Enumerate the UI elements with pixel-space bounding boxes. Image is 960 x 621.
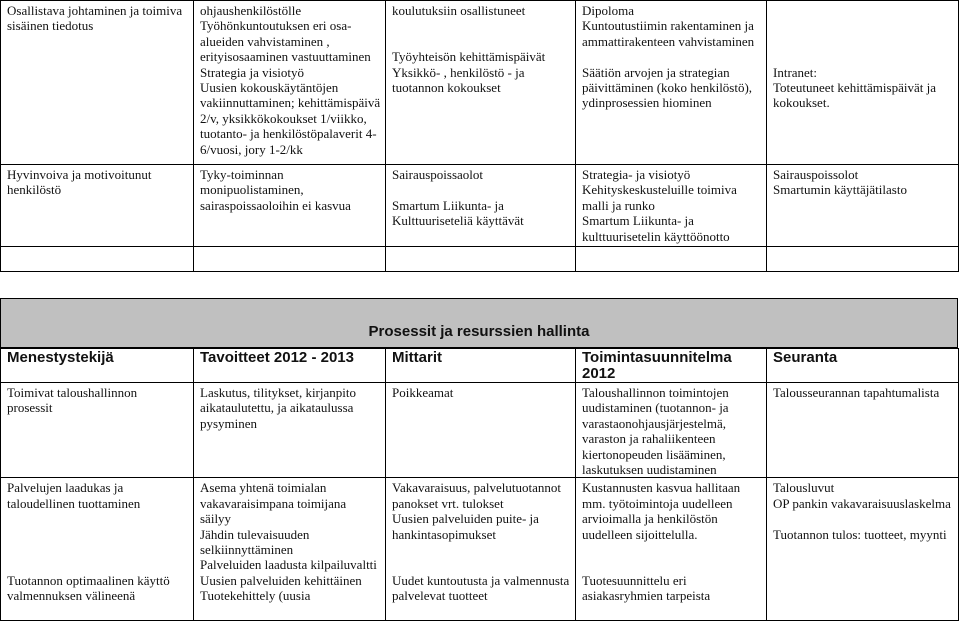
table-cell [1,383,194,478]
cell-text [582,557,762,572]
cell-text: asiakasryhmien tarpeista [582,588,711,604]
table-row [1,247,959,272]
cell-text: henkilöstö [7,182,62,198]
table-cell [576,478,767,621]
cell-text: Tuotesuunnittelu eri [582,572,687,588]
table-cell [194,478,386,621]
table-row [1,383,959,478]
table-cell [767,247,959,272]
cell-text [7,542,189,557]
column-header: Seuranta [767,349,959,383]
table-cell [386,478,576,621]
cell-text: Tuotekehittely (uusia [200,588,311,604]
cell-text: Kustannusten kasvua hallitaan [582,480,741,496]
cell-text: selkiinnyttäminen [200,542,294,558]
cell-text: Jähdin tulevaisuuden [200,526,310,542]
cell-text: Strategia ja visiotyö [200,64,304,80]
cell-text: päivittäminen (koko henkilöstö), [582,80,753,96]
table-cell [1,247,194,272]
table-row [1,478,959,621]
table-cell [386,247,576,272]
cell-text: taloudellinen tuottaminen [7,495,141,511]
cell-text: Vakavaraisuus, palvelutuotannot [392,480,561,496]
cell-text: Tyky-toiminnan [200,167,284,182]
cell-text: Kehityskeskusteluille toimiva [582,182,737,198]
cell-text: Talousseurannan tapahtumalista [773,385,940,400]
cell-text [582,542,762,557]
cell-text: Sairauspoissaolot [392,167,483,182]
cell-text: Smartum Liikunta- ja [392,197,504,213]
table-cell [386,383,576,478]
table-cell [576,247,767,272]
cell-text: Laskutus, tilitykset, kirjanpito [200,385,356,400]
cell-text: Uusien palveluiden puite- ja [392,511,539,527]
cell-text [773,3,954,18]
header-row [1,349,959,383]
cell-text [392,542,571,557]
cell-text: Kulttuuriseteliä käyttävät [392,213,524,229]
table-cell [767,478,959,621]
cell-text: ydinprosessien hiominen [582,95,712,111]
table-cell [576,383,767,478]
cell-text [773,511,954,526]
cell-text: arvioimalla ja henkilöstön [582,511,718,527]
cell-text: Dipoloma [582,3,634,18]
table-row [1,1,959,165]
cell-text: sairaspoissaoloihin ei kasvua [200,197,351,213]
section-title: Prosessit ja resurssien hallinta [368,323,590,340]
cell-text: Taloushallinnon toimintojen [582,385,729,400]
cell-text: Asema yhtenä toimialan [200,480,327,496]
section-banner [0,298,958,348]
cell-text: Osallistava johtaminen ja toimiva [7,3,183,18]
cell-text [7,511,189,526]
cell-text: sisäinen tiedotus [7,18,94,34]
cell-text: 2/v, yksikkökokoukset 1/viikko, [200,110,367,126]
cell-text: koulutuksiin osallistuneet [392,3,526,18]
cell-text [392,182,571,197]
table-cell [767,1,959,165]
cell-text [7,557,189,572]
cell-text: tuotannon kokoukset [392,80,501,95]
cell-text: Poikkeamat [392,385,454,400]
cell-text: valmennuksen välineenä [7,588,136,604]
cell-text: laskutuksen uudistaminen [582,462,717,478]
cell-text: prosessit [7,400,53,416]
cell-text [7,527,189,542]
table-row [1,165,959,247]
table-cell [194,165,386,247]
goals-table-top [0,0,959,272]
cell-text: Palveluiden laadusta kilpailuvaltti [200,557,377,573]
table-cell [1,165,194,247]
cell-text: Intranet: [773,64,818,80]
cell-text [392,34,571,49]
table-cell [1,478,194,621]
column-header: Mittarit [386,349,576,383]
table-cell [386,1,576,165]
table-cell [194,1,386,165]
process-table [0,348,959,621]
cell-text: Uusien kokouskäytäntöjen [200,80,339,96]
cell-text: Toteutuneet kehittämispäivät ja [773,79,936,95]
cell-text: Hyvinvoiva ja motivoitunut [7,167,152,182]
cell-text: Strategia- ja visiotyö [582,167,691,182]
cell-text: erityisosaaminen vastuuttaminen [200,49,371,65]
cell-text: varaston ja rahaliikenteen [582,431,716,447]
table-cell [194,247,386,272]
cell-text: Smartum Liikunta- ja [582,213,694,229]
column-header: Tavoitteet 2012 - 2013 [194,349,386,383]
cell-text: 6/vuosi, jory 1-2/kk [200,141,303,157]
table-cell [576,1,767,165]
cell-text: Työhönkuntoutuksen eri osa- [200,18,352,34]
table-cell [1,1,194,165]
table-cell [194,383,386,478]
cell-text: alueiden vahvistaminen , [200,33,330,49]
table-cell [767,165,959,247]
cell-text: Talousluvut [773,480,835,496]
cell-text: Uusien palveluiden kehittäinen [200,572,362,588]
column-header: Menestystekijä [1,349,194,383]
cell-text [773,18,954,33]
cell-text: malli ja runko [582,197,655,213]
cell-text: hankintasopimukset [392,526,496,542]
cell-text: Säätiön arvojen ja strategian [582,64,730,80]
cell-text: Kuntoutustiimin rakentaminen ja [582,18,754,34]
cell-text: säilyy [200,511,232,527]
cell-text: uudelleen sijoittelulla. [582,526,698,542]
cell-text: Sairauspoissolot [773,167,859,182]
cell-text [392,557,571,572]
cell-text: Tuotannon tulos: tuotteet, myynti [773,526,947,542]
cell-text: Smartumin käyttäjätilasto [773,182,907,198]
cell-text: Uudet kuntoutusta ja valmennusta [392,572,570,588]
cell-text: kiertonopeuden lisääminen, [582,446,726,462]
cell-text [392,18,571,33]
cell-text: vakiinnuttaminen; kehittämispäivä [200,95,381,111]
cell-text: kulttuurisetelin käyttöönotto [582,228,730,244]
table-cell [386,165,576,247]
cell-text: OP pankin vakavaraisuuslaskelma [773,495,951,511]
cell-text: tuotanto- ja henkilöstöpalaverit 4- [200,126,377,142]
cell-text: Palvelujen laadukas ja [7,480,124,496]
cell-text: mm. työtoimintoja uudelleen [582,495,733,511]
table-cell [767,383,959,478]
cell-text: pysyminen [200,415,258,431]
cell-text [773,34,954,49]
cell-text [773,49,954,64]
cell-text: vakavaraisimpana toimijana [200,495,347,511]
column-header: Toimintasuunnitelma 2012 [576,349,767,383]
cell-text: ammattirakenteen vahvistaminen [582,33,755,49]
cell-text: ohjaushenkilöstölle [200,3,302,18]
table-cell [576,165,767,247]
cell-text: varastaonohjausjärjestelmä, [582,415,727,431]
cell-text: panokset vrt. tulokset [392,495,504,511]
cell-text: kokoukset. [773,95,830,111]
cell-text: Tuotannon optimaalinen käyttö [7,572,170,588]
cell-text [582,49,762,64]
cell-text: uudistaminen (tuotannon- ja [582,400,729,416]
cell-text: palvelevat tuotteet [392,588,488,604]
cell-text: Yksikkö- , henkilöstö - ja [392,64,525,80]
cell-text: monipuolistaminen, [200,182,304,198]
cell-text: aikataulutettu, ja aikataulussa [200,400,354,416]
cell-text: Toimivat taloushallinnon [7,385,138,400]
cell-text: Työyhteisön kehittämispäivät [392,49,546,65]
